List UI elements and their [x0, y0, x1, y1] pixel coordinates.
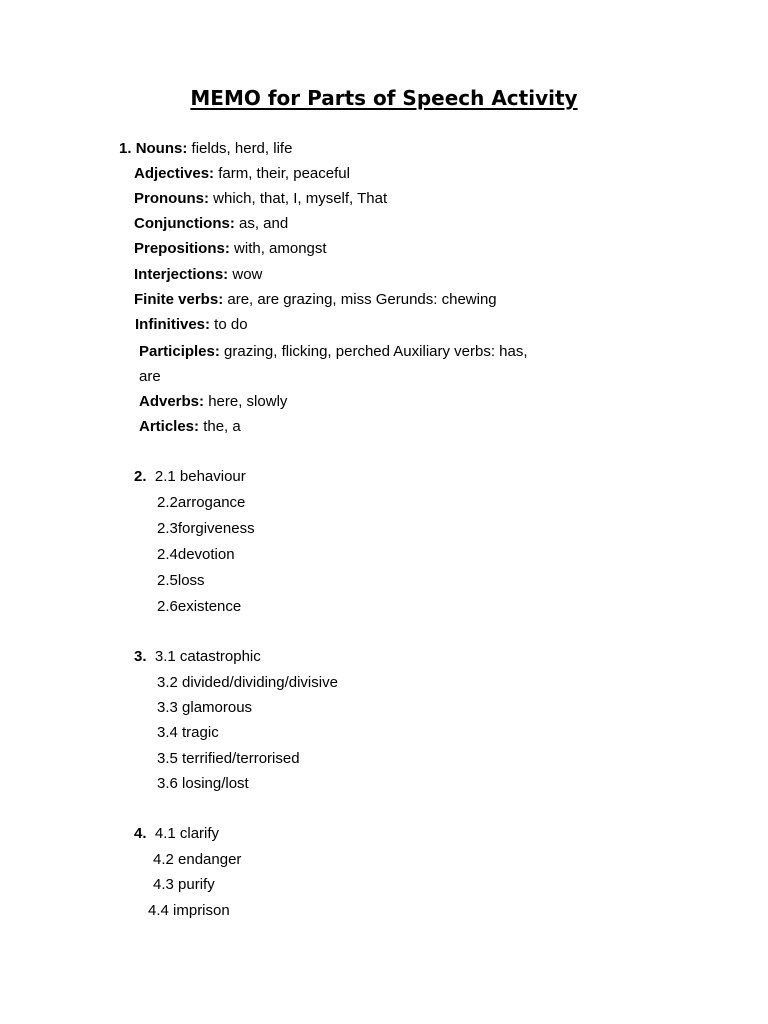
q1-line-participles — [139, 343, 528, 361]
q3-answer: 3.5 terrified/terrorised — [157, 750, 300, 767]
q1-value: which, that, I, myself, That — [209, 190, 388, 207]
q1-line-finite-verbs — [134, 291, 497, 309]
q1-value: the, a — [199, 418, 241, 435]
q1-line-conjunctions — [134, 215, 288, 233]
q3-line-4 — [157, 724, 219, 742]
q3-answer: 3.6 losing/lost — [157, 775, 249, 792]
q2-number: 2. — [134, 468, 147, 485]
q1-line-articles — [139, 418, 241, 436]
q2-answer: behaviour — [179, 468, 246, 485]
q2-answer-number: 2.5 — [157, 572, 178, 589]
q1-label: Prepositions: — [134, 240, 230, 257]
q1-value: as, and — [234, 215, 289, 232]
q1-value: here, slowly — [204, 393, 288, 410]
q4-line-1 — [134, 825, 219, 843]
q1-value: grazing, flicking, perched Auxiliary verbs: has, — [219, 343, 528, 360]
q1-line-nouns — [119, 140, 292, 158]
q2-answer-number: 2.4 — [157, 546, 178, 563]
q1-number: 1. — [119, 140, 132, 157]
q2-line-5 — [157, 572, 205, 590]
q4-answer: 4.2 endanger — [153, 851, 242, 868]
q4-line-2 — [153, 851, 241, 869]
q4-line-4 — [148, 902, 230, 920]
q1-label: Infinitives: — [135, 316, 211, 333]
q1-label: Interjections: — [134, 266, 229, 283]
q4-answer: 4.1 clarify — [154, 825, 220, 842]
q2-answer-number: 2.3 — [157, 520, 178, 537]
q1-label: Adjectives: — [134, 165, 215, 182]
q1-line-interjections — [134, 266, 262, 284]
q2-answer: devotion — [177, 546, 235, 563]
q2-answer: loss — [177, 572, 205, 589]
q4-line-3 — [153, 876, 215, 894]
q2-answer-number: 2.6 — [157, 598, 178, 615]
q1-value: to do — [210, 316, 248, 333]
q3-line-3 — [157, 699, 252, 717]
q1-label: Nouns: — [135, 140, 188, 157]
page-title: MEMO for Parts of Speech Activity — [190, 86, 578, 110]
q1-label: Conjunctions: — [134, 215, 235, 232]
q1-value: are — [139, 368, 161, 385]
q2-answer: arrogance — [177, 494, 246, 511]
q4-answer: 4.3 purify — [153, 876, 215, 893]
q3-answer: 3.1 catastrophic — [154, 648, 261, 665]
q1-line-prepositions — [134, 240, 327, 258]
q2-line-2 — [157, 494, 245, 512]
q4-number: 4. — [134, 825, 147, 842]
q1-line-adjectives — [134, 165, 350, 183]
q4-answer: 4.4 imprison — [148, 902, 230, 919]
q3-line-2 — [157, 674, 338, 692]
q1-line-pronouns — [134, 190, 387, 208]
q1-line-adverbs — [139, 393, 287, 411]
q2-line-3 — [157, 520, 255, 538]
q3-line-6 — [157, 775, 249, 793]
q2-answer-number: 2.1 — [154, 468, 176, 485]
q3-answer: 3.3 glamorous — [157, 699, 253, 716]
q3-line-1 — [134, 648, 261, 666]
q1-label: Adverbs: — [139, 393, 205, 410]
q2-line-6 — [157, 598, 241, 616]
q2-answer-number: 2.2 — [157, 494, 178, 511]
q3-number: 3. — [134, 648, 147, 665]
q1-label: Articles: — [139, 418, 200, 435]
q2-line-4 — [157, 546, 235, 564]
q1-value: fields, herd, life — [187, 140, 293, 157]
q1-value: are, are grazing, miss Gerunds: chewing — [223, 291, 497, 308]
q3-line-5 — [157, 750, 300, 768]
q2-answer: forgiveness — [177, 520, 255, 537]
q2-answer: existence — [177, 598, 242, 615]
q2-line-1 — [134, 468, 246, 486]
q1-value: wow — [228, 266, 263, 283]
q3-answer: 3.4 tragic — [157, 724, 219, 741]
q1-label: Participles: — [139, 343, 220, 360]
q3-answer: 3.2 divided/dividing/divisive — [157, 674, 338, 691]
q1-value: with, amongst — [229, 240, 327, 257]
q1-label: Pronouns: — [134, 190, 209, 207]
q1-label: Finite verbs: — [134, 291, 224, 308]
q1-line-participles-cont — [139, 368, 161, 386]
q1-value: farm, their, peaceful — [214, 165, 350, 182]
q1-line-infinitives — [135, 316, 248, 334]
